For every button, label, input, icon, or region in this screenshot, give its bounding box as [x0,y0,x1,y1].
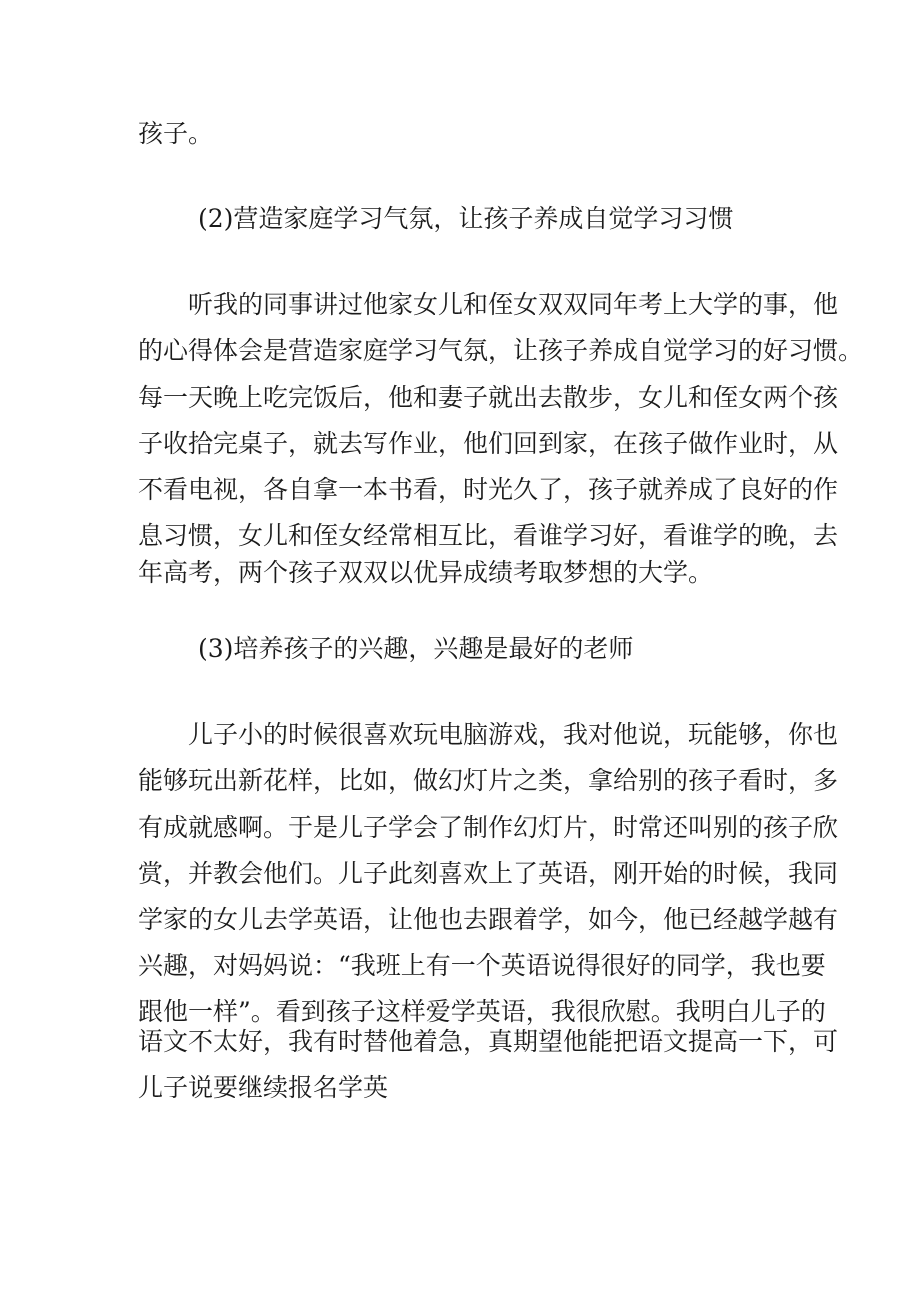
paragraph-line: 年高考，两个孩子双双以优异成绩考取梦想的大学。 [138,558,714,587]
continuation-text: 孩子。 [138,119,214,148]
paragraph-line: 儿子小的时候很喜欢玩电脑游戏，我对他说，玩能够，你也 [188,720,839,749]
paragraph-line: 能够玩出新花样，比如，做幻灯片之类，拿给别的孩子看时，多 [138,766,839,795]
paragraph-line: 息习惯，女儿和侄女经常相互比，看谁学习好，看谁学的晚，去 [138,521,839,550]
paragraph-line: 子收拾完桌子，就去写作业，他们回到家，在孩子做作业时，从 [138,429,839,458]
paragraph-line: 赏，并教会他们。儿子此刻喜欢上了英语，刚开始的时候，我同 [138,859,839,888]
paragraph-line: 语文不太好，我有时替他着急，真期望他能把语文提高一下，可 [138,1027,839,1056]
paragraph-line: 有成就感啊。于是儿子学会了制作幻灯片，时常还叫别的孩子欣 [138,813,839,842]
section-2-heading: (2)营造家庭学习气氛，让孩子养成自觉学习习惯 [198,204,734,233]
paragraph-line: 儿子说要继续报名学英 [138,1073,389,1102]
paragraph-line: 不看电视，各自拿一本书看，时光久了，孩子就养成了良好的作 [138,475,839,504]
paragraph-line: 学家的女儿去学英语，让他也去跟着学，如今，他已经越学越有 [138,905,839,934]
paragraph-line: 兴趣，对妈妈说：“我班上有一个英语说得很好的同学，我也要 [138,951,826,980]
paragraph-line: 每一天晚上吃完饭后，他和妻子就出去散步，女儿和侄女两个孩 [138,383,839,412]
paragraph-line: 的心得体会是营造家庭学习气氛，让孩子养成自觉学习的好习惯。 [138,336,864,365]
section-3-heading: (3)培养孩子的兴趣，兴趣是最好的老师 [198,634,634,663]
paragraph-line: 跟他一样”。看到孩子这样爱学英语，我很欣慰。我明白儿子的 [138,997,826,1026]
paragraph-line: 听我的同事讲过他家女儿和侄女双双同年考上大学的事，他 [188,290,839,319]
